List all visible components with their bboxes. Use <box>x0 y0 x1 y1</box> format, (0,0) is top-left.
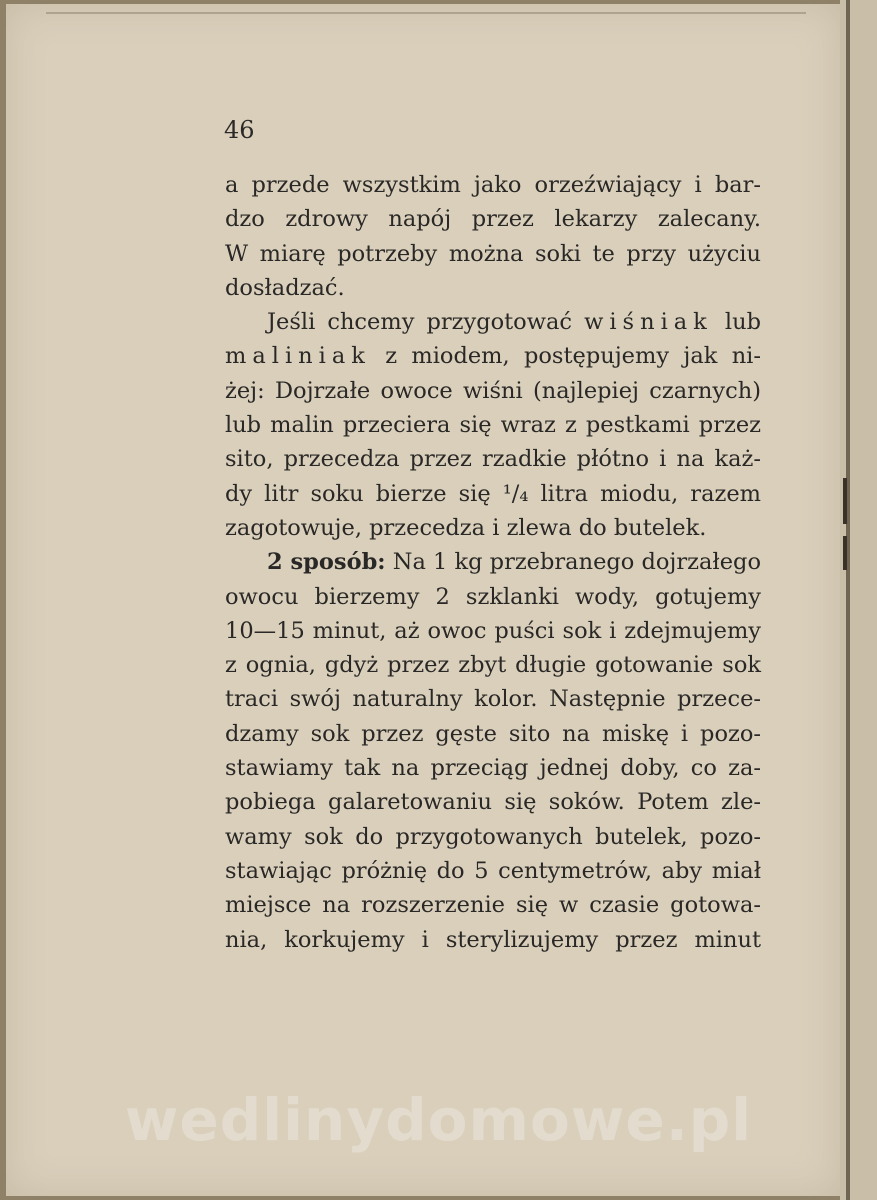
text-line: dzamy sok przez gęste sito na miskę i pozo- <box>225 720 761 747</box>
text-line: owocu bierzemy 2 szklanki wody, gotujemy <box>225 583 761 610</box>
text-line <box>225 305 761 339</box>
text-line: sito, przecedza przez rzadkie płótno i na każ- <box>225 446 761 473</box>
text-line: zagotowuje, przecedza i zlewa do butelek. <box>225 514 707 541</box>
edge-mark <box>843 478 847 524</box>
text-line: stawiamy tak na przeciąg jednej doby, co za- <box>225 755 761 782</box>
text-line: dosładzać. <box>225 274 345 301</box>
edge-mark <box>843 536 847 570</box>
text-run: lub <box>712 309 761 336</box>
spaced-term-wisniak: wiśniak <box>584 309 713 336</box>
method-heading: 2 sposób: <box>267 549 386 576</box>
text-line: pobiega galaretowaniu się soków. Potem zle- <box>225 789 761 816</box>
spaced-term-maliniak: maliniak <box>225 343 371 370</box>
text-line: 10—15 minut, aż owoc puści sok i zdejmujemy <box>225 617 761 644</box>
text-line: dy litr soku bierze się ¹/₄ litra miodu, razem <box>225 480 761 507</box>
text-line: W miarę potrzeby można soki te przy użyciu <box>225 240 761 267</box>
text-line: nia, korkujemy i sterylizujemy przez minut <box>225 926 761 953</box>
text-run: Jeśli chcemy przygotować <box>267 309 585 336</box>
text-line: dzo zdrowy napój przez lekarzy zalecany. <box>225 206 761 233</box>
text-line: lub malin przeciera się wraz z pestkami przez <box>225 412 761 439</box>
text-line: stawiając próżnię do 5 centymetrów, aby miał <box>225 857 761 884</box>
watermark: wedlinydomowe.pl <box>124 1086 753 1154</box>
torn-top-edge <box>46 12 806 20</box>
text-run: z miodem, postępujemy jak ni- <box>370 343 761 370</box>
text-line: wamy sok do przygotowanych butelek, pozo- <box>225 823 761 850</box>
body-text <box>225 168 761 957</box>
text-line <box>225 545 761 579</box>
text-line: żej: Dojrzałe owoce wiśni (najlepiej czarnych) <box>225 377 761 404</box>
text-line <box>225 339 761 373</box>
text-line: traci swój naturalny kolor. Następnie przece- <box>225 686 761 713</box>
page-number: 46 <box>224 116 255 144</box>
text-line: a przede wszystkim jako orzeźwiający i bar- <box>225 172 761 198</box>
text-line: miejsce na rozszerzenie się w czasie gotowa- <box>225 892 761 919</box>
text-run: Na 1 kg przebranego dojrzałego <box>385 549 761 576</box>
page-edge-shadow <box>846 0 850 1200</box>
text-line: z ognia, gdyż przez zbyt długie gotowanie sok <box>225 652 761 679</box>
